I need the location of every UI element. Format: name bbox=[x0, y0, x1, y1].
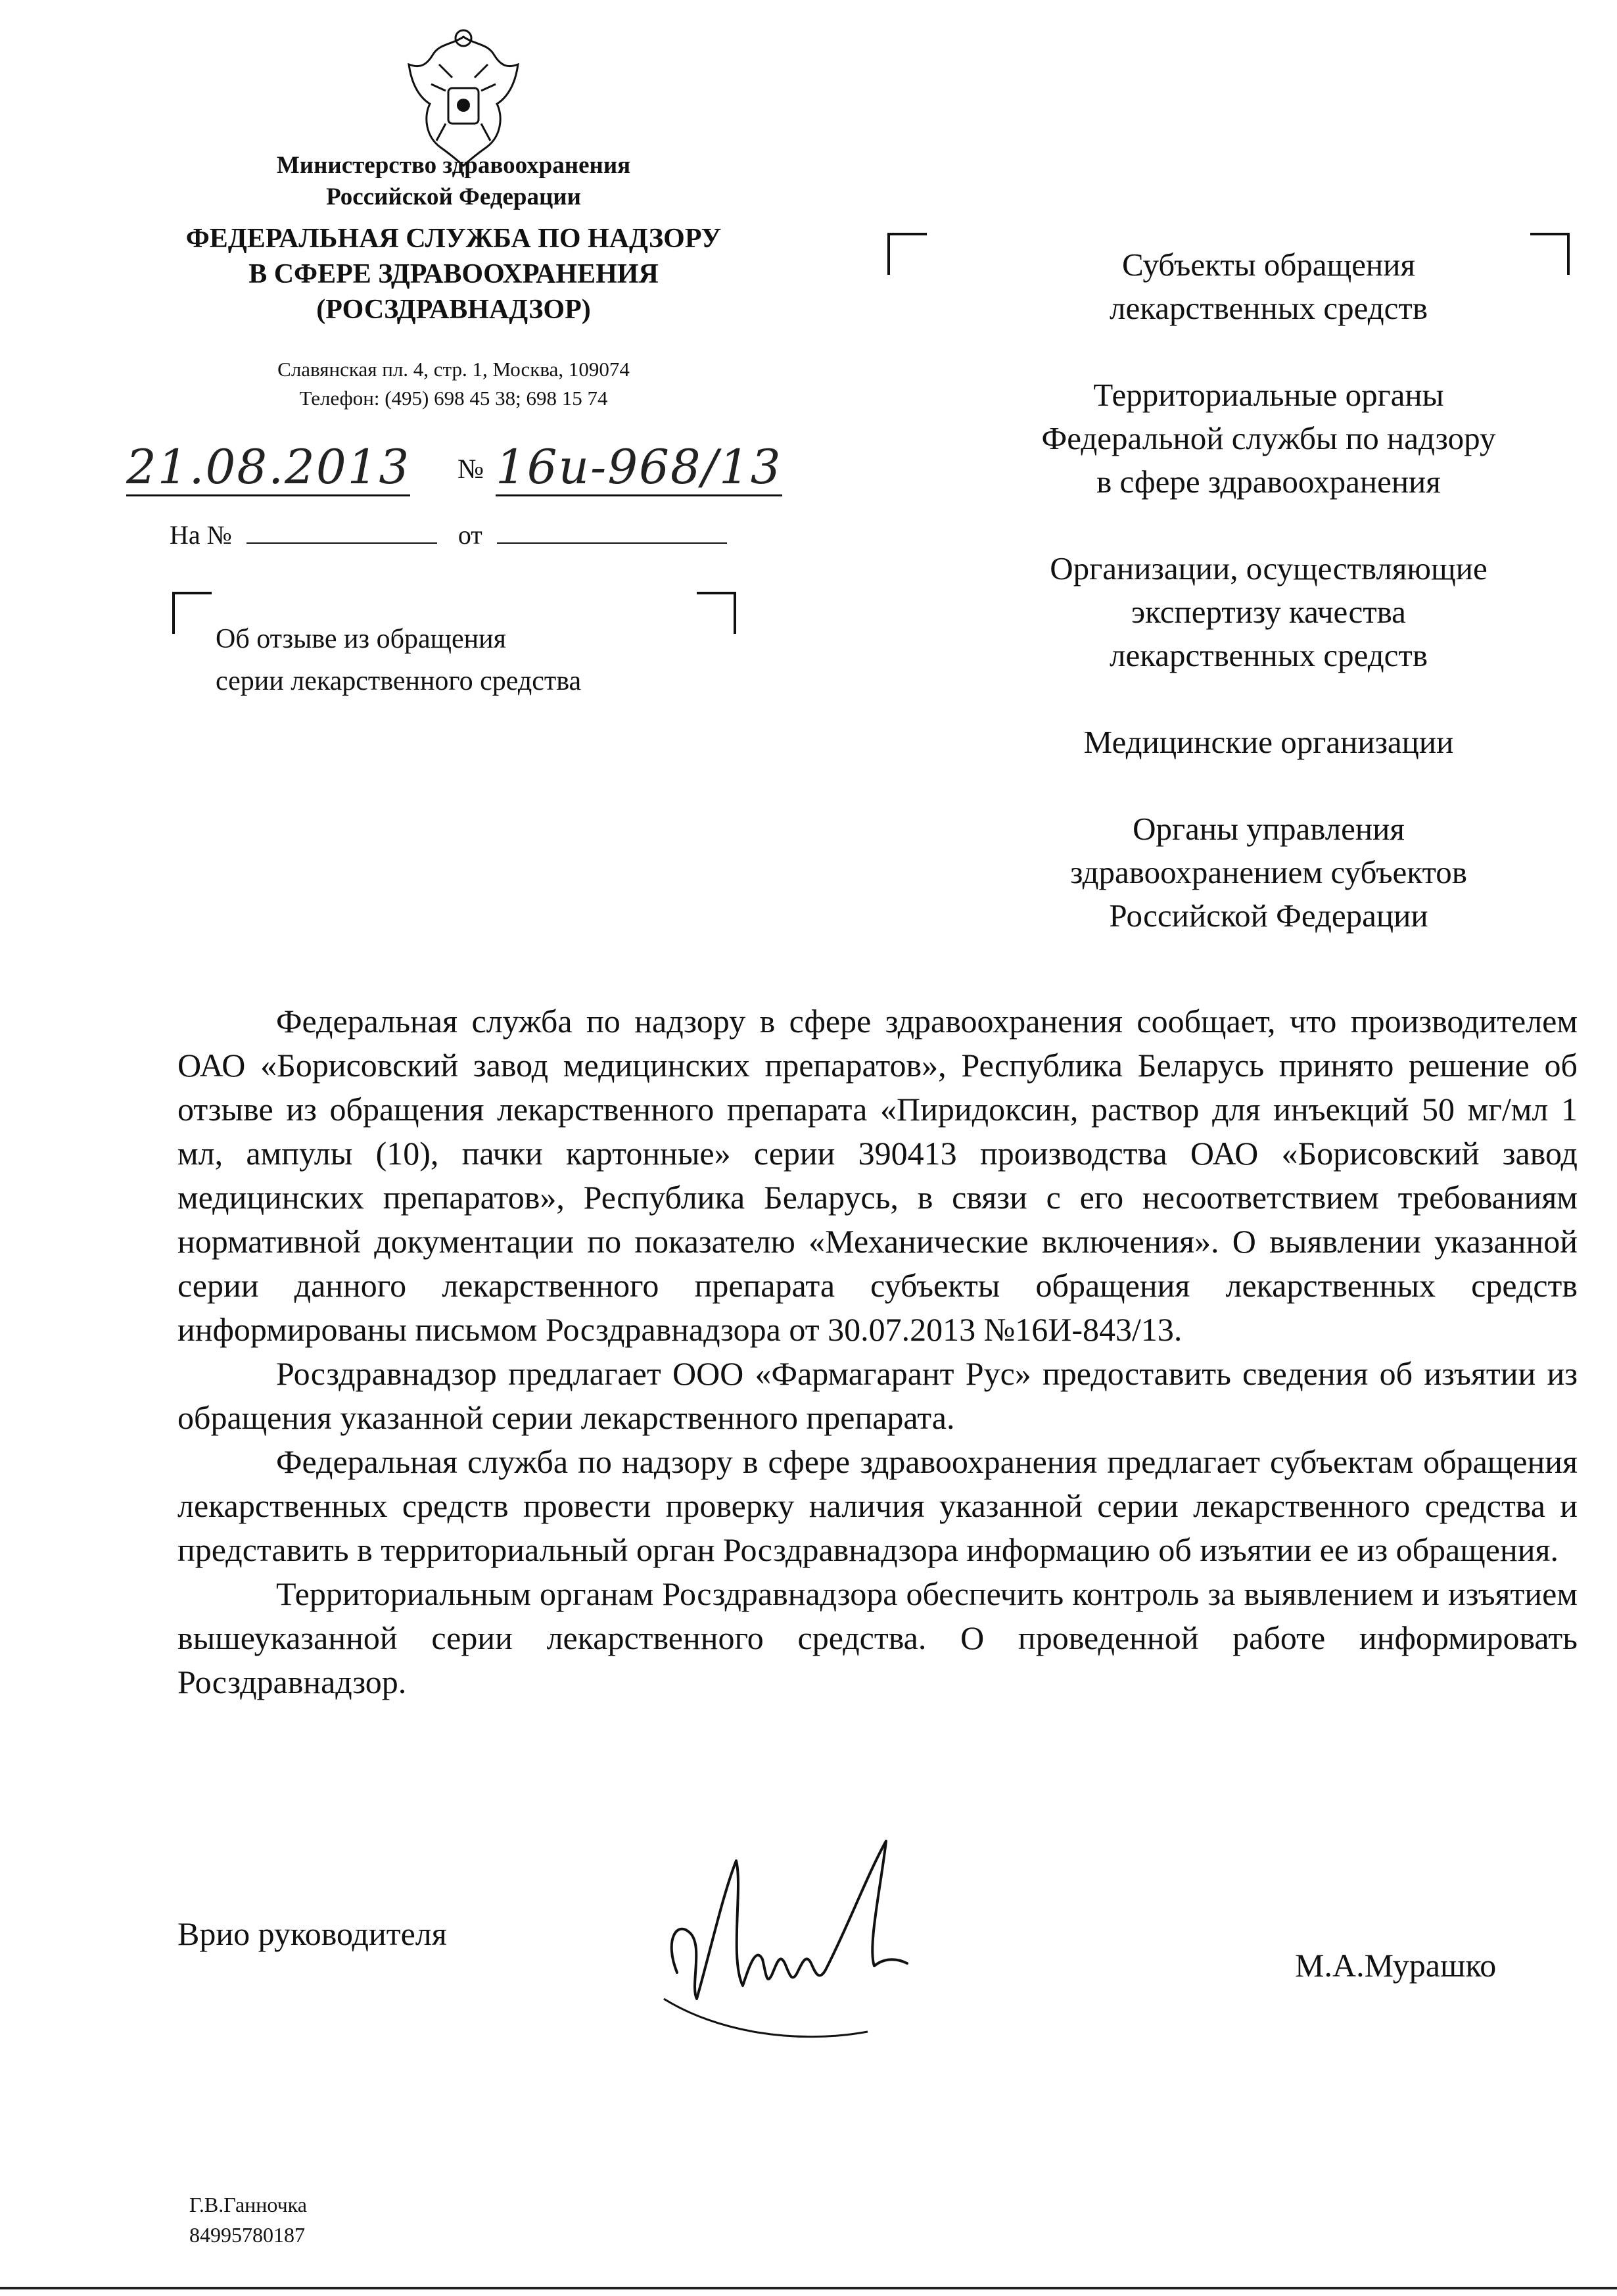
subject-corner-right bbox=[697, 592, 736, 634]
recipient-group bbox=[940, 373, 1597, 504]
subject-corner-left bbox=[172, 592, 212, 634]
letter-body bbox=[177, 999, 1578, 1704]
body-paragraph-1: Федеральная служба по надзору в сфере здравоохранения сообщает, что производителем ОАО «Борисовский завод медицинских препаратов», Республика Беларусь принято решение об отзыве из обращения лекарственного препарата «Пиридоксин, раствор для инъекций 50 мг/мл 1 мл, ампулы (10), пачки картонные» серии 390413 производства ОАО «Борисовский завод медицинских препаратов», Республика Беларусь, в связи с его несоответствием требованиям нормативной документации по показателю «Механические включения». О выявлении указанной серии данного лекарственного препарата субъекты обращения лекарственных средств информированы письмом Росздравнадзора от 30.07.2013 №16И-843/13. bbox=[177, 1003, 1578, 1348]
service-line-3: (РОСЗДРАВНАДЗОР) bbox=[316, 295, 591, 325]
recipient-line: лекарственных средств bbox=[1110, 290, 1428, 326]
recipient-line: Территориальные органы bbox=[1093, 377, 1444, 413]
executor-info bbox=[189, 2189, 307, 2250]
from-label: от bbox=[457, 520, 482, 550]
recipient-line: здравоохранением субъектов bbox=[1070, 854, 1467, 890]
coat-of-arms-emblem bbox=[400, 25, 527, 168]
service-line-1: ФЕДЕРАЛЬНАЯ СЛУЖБА ПО НАДЗОРУ bbox=[185, 224, 722, 254]
body-paragraph-4: Территориальным органам Росздравнадзора обеспечить контроль за выявлением и изъятием вышеуказанной серии лекарственного средства. О проведенной работе информировать Росздравнадзор. bbox=[177, 1575, 1578, 1700]
reply-reference-line bbox=[170, 519, 727, 550]
recipient-group bbox=[940, 721, 1597, 764]
recipient-group bbox=[940, 807, 1597, 938]
address-line: Славянская пл. 4, стр. 1, Москва, 109074 bbox=[277, 358, 630, 381]
executor-phone: 84995780187 bbox=[189, 2223, 305, 2247]
recipient-group bbox=[940, 547, 1597, 677]
sender-address bbox=[158, 355, 749, 413]
ministry-name bbox=[158, 150, 749, 213]
ministry-line-2: Российской Федерации bbox=[326, 183, 581, 210]
recipient-line: лекарственных средств bbox=[1110, 637, 1428, 673]
subject-line-2: серии лекарственного средства bbox=[216, 666, 582, 696]
registration-date: 21.08.2013 bbox=[126, 439, 410, 496]
body-paragraph-3: Федеральная служба по надзору в сфере здравоохранения предлагает субъектам обращения лекарственных средств провести проверку наличия указанной серии лекарственного средства и представить в территориальный орган Росздравнадзора информацию об изъятии ее из обращения. bbox=[177, 1443, 1578, 1568]
registration-number: 16и-968/13 bbox=[496, 439, 782, 496]
recipient-line: Субъекты обращения bbox=[1121, 247, 1415, 283]
recipient-line: Организации, осуществляющие bbox=[1050, 550, 1488, 586]
service-name bbox=[158, 221, 749, 327]
number-sign: № bbox=[457, 454, 484, 485]
bottom-scan-edge bbox=[0, 2287, 1617, 2289]
recipient-line: экспертизу качества bbox=[1131, 594, 1406, 630]
ministry-line-1: Министерство здравоохранения bbox=[276, 152, 631, 179]
service-line-2: В СФЕРЕ ЗДРАВООХРАНЕНИЯ bbox=[248, 259, 659, 289]
handwritten-signature bbox=[651, 1834, 940, 2051]
recipients-corner-left bbox=[887, 233, 927, 275]
signatory-title: Врио руководителя bbox=[177, 1915, 447, 1952]
executor-name: Г.В.Ганночка bbox=[189, 2193, 307, 2216]
signatory-name: М.А.Мурашко bbox=[1295, 1947, 1497, 1984]
reply-date-blank bbox=[497, 520, 727, 544]
recipient-line: Российской Федерации bbox=[1109, 897, 1428, 934]
phone-line: Телефон: (495) 698 45 38; 698 15 74 bbox=[299, 387, 608, 410]
body-paragraph-2: Росздравнадзор предлагает ООО «Фармагарант Рус» предоставить сведения об изъятии из обращения указанной серии лекарственного препарата. bbox=[177, 1355, 1578, 1436]
recipient-line: Органы управления bbox=[1133, 811, 1405, 847]
recipient-group bbox=[940, 243, 1597, 330]
subject-line-1: Об отзыве из обращения bbox=[216, 624, 506, 654]
reply-number-blank bbox=[246, 520, 437, 544]
letter-subject bbox=[216, 618, 581, 702]
recipient-line: в сфере здравоохранения bbox=[1096, 464, 1441, 500]
recipients-block bbox=[940, 243, 1597, 981]
recipient-line: Федеральной службы по надзору bbox=[1041, 420, 1496, 456]
recipient-line: Медицинские организации bbox=[1083, 724, 1454, 760]
reply-label: На № bbox=[170, 520, 232, 550]
